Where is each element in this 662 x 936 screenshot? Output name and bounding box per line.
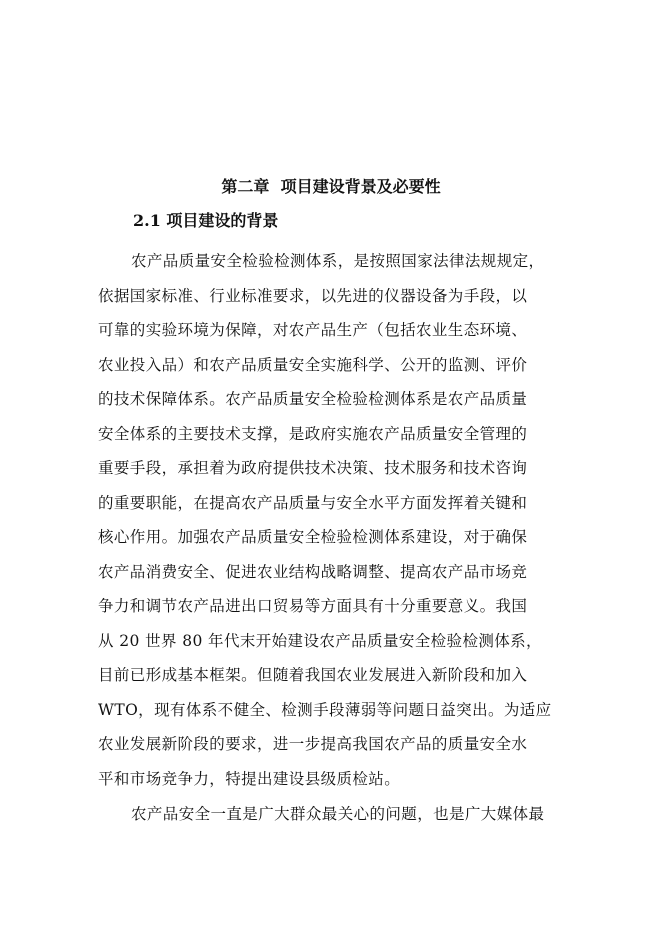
paragraph-line: 农业发展新阶段的要求，进一步提高我国农产品的质量安全水 <box>98 735 528 753</box>
paragraph-line: WTO，现有体系不健全、检测手段薄弱等问题日益突出。为适应 <box>98 700 552 719</box>
chapter-title: 第二章 项目建设背景及必要性 <box>221 177 441 196</box>
paragraph-line: 农业投入品）和农产品质量安全实施科学、公开的监测、评价 <box>98 355 528 374</box>
paragraph-line: 的重要职能，在提高农产品质量与安全水平方面发挥着关键和 <box>98 493 528 512</box>
paragraph-line: 核心作用。加强农产品质量安全检验检测体系建设，对于确保 <box>98 528 528 546</box>
paragraph-line: 农产品安全一直是广大群众最关心的问题，也是广大媒体最 <box>131 805 545 823</box>
paragraph-line: 从 20 世界 80 年代末开始建设农产品质量安全检验检测体系， <box>98 631 542 650</box>
paragraph-line: 的技术保障体系。农产品质量安全检验检测体系是农产品质量 <box>98 390 528 408</box>
paragraph-background <box>98 244 568 796</box>
paragraph-line: 农产品消费安全、促进农业结构战略调整、提高农产品市场竞 <box>98 562 528 581</box>
paragraph-line: 依据国家标准、行业标准要求，以先进的仪器设备为手段，以 <box>98 286 528 305</box>
paragraph-line: 重要手段，承担着为政府提供技术决策、技术服务和技术咨询 <box>98 459 528 477</box>
paragraph-line: 可靠的实验环境为保障，对农产品生产（包括农业生态环境、 <box>98 321 528 339</box>
section-title: 2.1 项目建设的背景 <box>133 211 279 230</box>
paragraph-line: 平和市场竞争力，特提出建设县级质检站。 <box>98 769 401 788</box>
paragraph-line: 争力和调节农产品进出口贸易等方面具有十分重要意义。我国 <box>98 597 528 615</box>
paragraph-safety <box>98 797 568 832</box>
paragraph-line: 农产品质量安全检验检测体系，是按照国家法律法规规定， <box>131 252 545 270</box>
paragraph-line: 目前已形成基本框架。但随着我国农业发展进入新阶段和加入 <box>98 666 528 684</box>
paragraph-line: 安全体系的主要技术支撑，是政府实施农产品质量安全管理的 <box>98 424 528 443</box>
